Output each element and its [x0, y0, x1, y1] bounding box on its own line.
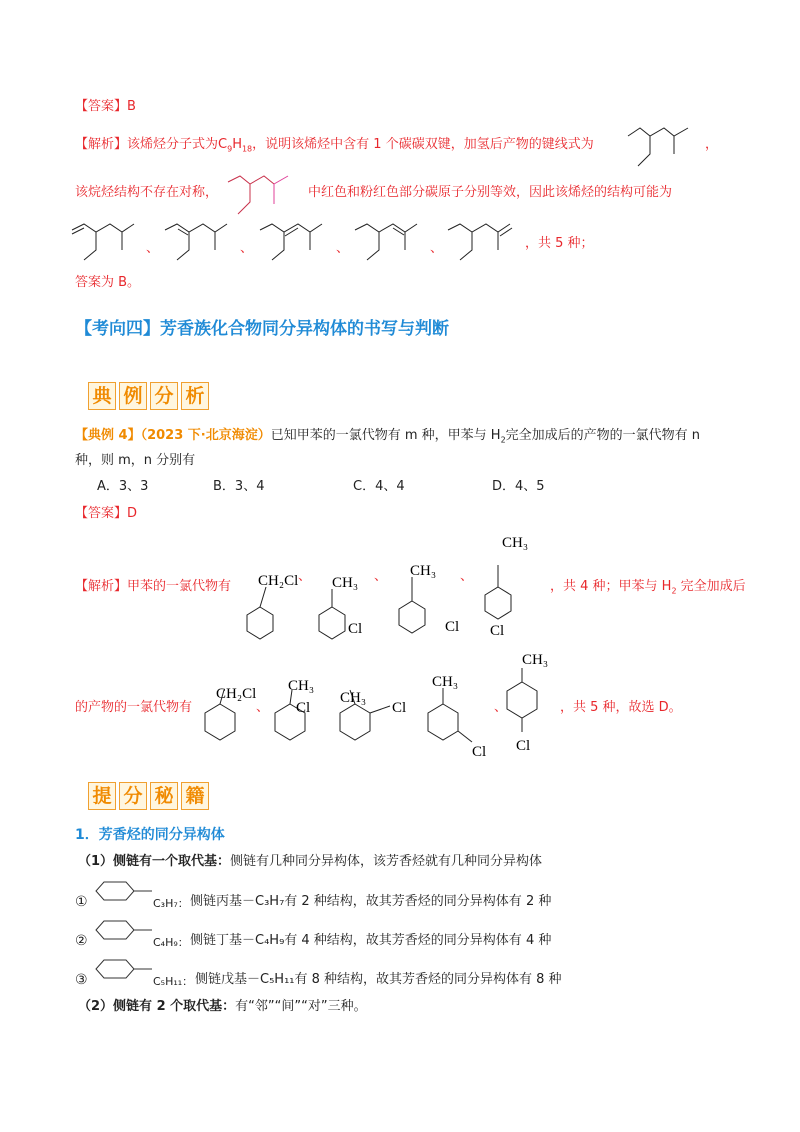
analysis-2-line1: 【解析】甲苯的一氯代物有	[75, 579, 232, 594]
section-heading: 【考向四】芳香族化合物同分异构体的书写与判断	[75, 319, 449, 339]
badge-char: 分	[119, 782, 147, 810]
alkene-3-image	[260, 220, 335, 266]
separator: 、	[374, 569, 388, 584]
item-text: 侧链丁基－C₄H₉有 4 种结构，故其芳香烃的同分异构体有 4 种	[190, 933, 552, 948]
substituent-formula: C₃H₇：	[153, 897, 189, 910]
separator: 、	[240, 241, 254, 256]
tips-p2: （2）侧链有 2 个取代基：有“邻”“间”“对”三种。	[78, 999, 367, 1014]
item-text: 侧链丙基－C₃H₇有 2 种结构，故其芳香烃的同分异构体有 2 种	[190, 894, 552, 909]
answer-2: 【答案】D	[75, 506, 138, 521]
analysis-1-line2a: 该烷烃结构不存在对称，	[75, 185, 219, 200]
cl-label: Cl	[348, 621, 363, 637]
badge-char: 析	[181, 382, 209, 410]
svg-text:Cl: Cl	[296, 700, 311, 716]
badge-char: 例	[119, 382, 147, 410]
analysis-2-line1b: ，共 4 种；甲苯与 $H_2$ 完全加成后	[550, 579, 746, 596]
badge-char: 典	[88, 382, 116, 410]
colored-alkane-image	[228, 172, 308, 216]
svg-text:CH₃: CH₃	[410, 563, 437, 579]
svg-text:CH₃: CH₃	[522, 652, 549, 668]
svg-text:Cl: Cl	[516, 738, 531, 754]
svg-text:CH₃: CH₃	[288, 678, 315, 694]
svg-text:Cl: Cl	[392, 700, 407, 716]
item-number: ②	[75, 933, 88, 949]
ch2cl-label: CH₂Cl	[258, 573, 299, 589]
tips-p1: （1）侧链有一个取代基：侧链有几种同分异构体，该芳香烃就有几种同分异构体	[78, 854, 543, 869]
toluene-chlorides-image	[240, 535, 620, 645]
svg-text:Cl: Cl	[445, 619, 460, 635]
separator: 、	[298, 569, 312, 584]
badge-char: 分	[150, 382, 178, 410]
svg-text:CH₃: CH₃	[432, 674, 459, 690]
alkene-4-image	[355, 220, 430, 266]
alkene-5-image	[448, 220, 523, 266]
badge-char: 秘	[150, 782, 178, 810]
separator: 、	[146, 241, 160, 256]
analysis-2-line2: 的产物的一氯代物有	[75, 700, 193, 715]
benzene-ring-icon	[90, 919, 150, 941]
option-d: D．4、5	[492, 479, 545, 494]
alkene-1-image	[72, 220, 147, 266]
option-b: B．3、4	[213, 479, 265, 494]
svg-text:CH₃: CH₃	[502, 535, 529, 551]
alkene-2-image	[165, 220, 240, 266]
alkane-structure-image	[628, 124, 708, 170]
option-a: A．3、3	[97, 479, 149, 494]
separator: 、	[256, 700, 270, 715]
svg-text:CH₃: CH₃	[340, 690, 367, 706]
comma: ，	[705, 137, 719, 152]
example-4-line1: 【典例 4】（2023 下·北京海淀）已知甲苯的一氯代物有 m 种，甲苯与 $H_2$完全加成后的产物的一氯代物有 n	[75, 428, 701, 445]
substituent-formula: C₄H₉：	[153, 936, 189, 949]
substituent-formula: C₅H₁₁：	[153, 975, 194, 988]
separator: 、	[430, 241, 444, 256]
svg-text:Cl: Cl	[490, 623, 505, 639]
total-count-text: ，共 5 种；	[525, 236, 594, 251]
analysis-1-line2b: 中红色和粉红色部分碳原子分别等效，因此该烯烃的结构可能为	[308, 185, 673, 200]
analysis-1-line1: 【解析】该烯烃分子式为$C_9H_{18}$，说明该烯烃中含有 1 个碳碳双键，加氢后产物的键线式为	[75, 137, 594, 154]
svg-text:CH₂Cl: CH₂Cl	[216, 686, 257, 702]
item-number: ③	[75, 972, 88, 988]
example-analysis-badge	[88, 382, 209, 410]
example-4-line2: 种，则 m，n 分别有	[75, 453, 196, 468]
tips-heading: 1．芳香烃的同分异构体	[75, 827, 225, 843]
badge-char: 籍	[181, 782, 209, 810]
item-text: 侧链戊基－C₅H₁₁有 8 种结构，故其芳香烃的同分异构体有 8 种	[195, 972, 562, 987]
benzene-ring-icon	[90, 880, 150, 902]
tips-badge	[88, 782, 209, 810]
analysis-2-line2b: ，共 5 种，故选 D。	[560, 700, 682, 715]
benzene-ring-icon	[90, 958, 150, 980]
svg-text:Cl: Cl	[472, 744, 487, 760]
option-c: C．4、4	[353, 479, 405, 494]
answer-1: 【答案】B	[75, 99, 136, 114]
answer-conclusion: 答案为 B。	[75, 275, 141, 290]
separator: 、	[494, 700, 508, 715]
badge-char: 提	[88, 782, 116, 810]
ch3-label: CH₃	[332, 575, 359, 591]
item-number: ①	[75, 894, 88, 910]
separator: 、	[460, 569, 474, 584]
separator: 、	[336, 241, 350, 256]
